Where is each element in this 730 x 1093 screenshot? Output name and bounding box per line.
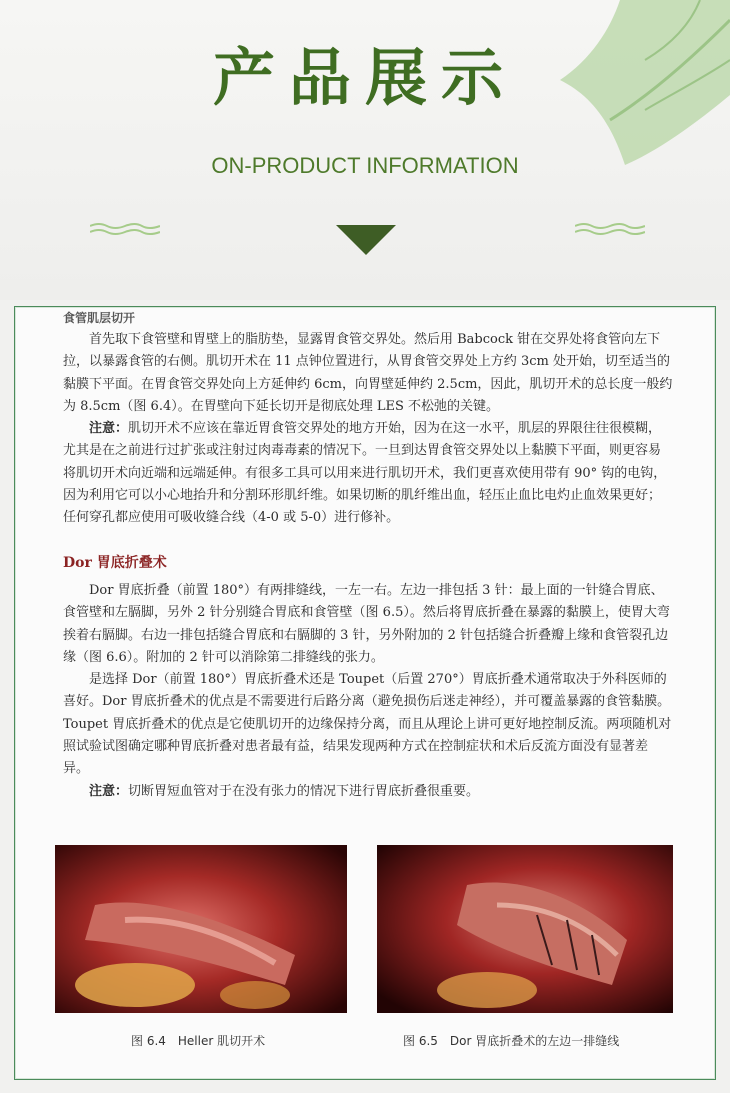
note-paragraph-1 [63, 418, 673, 529]
paragraph-3: 是选择 Dor（前置 180°）胃底折叠术还是 Toupet（后置 270°）胃底折叠术通常取决于外科医师的喜好。Dor 胃底折叠术的优点是不需要进行后路分离（避免损伤后迷走神经），并可覆盖暴露的食管黏膜。Toupet 胃底折叠术的优点是它使肌切开的边缘保持分离，而且从理论上讲可更好地控制反流。两项随机对照试验试图确定哪种胃底折叠对患者最有益，结果发现两种方式在控制症状和术后反流方面没有显著差异。 [63, 672, 672, 777]
down-arrow-icon [336, 225, 396, 255]
page-subtitle: ON-PRODUCT INFORMATION [211, 153, 519, 178]
header-banner [0, 0, 730, 300]
figure-caption-1: 图 6.4 Heller 肌切开术 [131, 1034, 266, 1048]
wave-decoration-icon [575, 222, 645, 236]
surgery-photo-2 [377, 845, 673, 1013]
wave-decoration-icon [90, 222, 160, 236]
note-text: 切断胃短血管对于在没有张力的情况下进行胃底折叠很重要。 [128, 783, 480, 799]
note-label: 注意： [89, 783, 129, 799]
book-page-frame [14, 306, 716, 1080]
book-page-text [63, 311, 673, 803]
paragraph-1: 首先取下食管壁和胃壁上的脂肪垫，显露胃食管交界处。然后用 Babcock 钳在交界处将食管向左下拉，以暴露食管的右侧。肌切开术在 11 点钟位置进行，从胃食管交界处上方约 3cm 处开始，切至适当的黏膜下平面。在胃食管交界处向上方延伸约 6cm，向胃壁延伸约 2.5cm，因此，肌切开术的总长度一般约为 8.5cm（图 6.4）。在胃壁向下延长切开是彻底处理 LES 不松弛的关键。 [63, 332, 673, 414]
page-title: 产品展示 [212, 41, 517, 114]
surgery-photo-1 [55, 845, 347, 1013]
section-title: Dor 胃底折叠术 [63, 554, 167, 571]
note-label: 注意： [89, 421, 129, 437]
cut-off-heading: 食管肌层切开 [63, 311, 136, 325]
figure-caption-2: 图 6.5 Dor 胃底折叠术的左边一排缝线 [403, 1034, 620, 1048]
note-paragraph-2 [63, 781, 673, 803]
note-text: 肌切开术不应该在靠近胃食管交界处的地方开始，因为在这一水平，肌层的界限往往很模糊，尤其是在之前进行过扩张或注射过肉毒毒素的情况下。一旦到达胃食管交界处以上黏膜下平面，则更容易将肌切开术向近端和远端延伸。有很多工具可以用来进行肌切开术，我们更喜欢使用带有 90° 钩的电钩，因为利用它可以小心地抬升和分割环形肌纤维。如果切断的肌纤维出血，轻压止血比电灼止血效果更好；任何穿孔都应使用可吸收缝合线（4-0 或 5-0）进行修补。 [63, 421, 667, 526]
paragraph-2: Dor 胃底折叠（前置 180°）有两排缝线，一左一右。左边一排包括 3 针：最上面的一针缝合胃底、食管壁和左膈脚，另外 2 针分别缝合胃底和食管壁（图 6.5）。然后将胃底折叠在暴露的黏膜上，使胃大弯挨着右膈脚。右边一排包括缝合胃底和右膈脚的 3 针，另外附加的 2 针包括缝合折叠瓣上缘和食管裂孔边缘（图 6.6）。附加的 2 针可以消除第二排缝线的张力。 [63, 582, 670, 665]
